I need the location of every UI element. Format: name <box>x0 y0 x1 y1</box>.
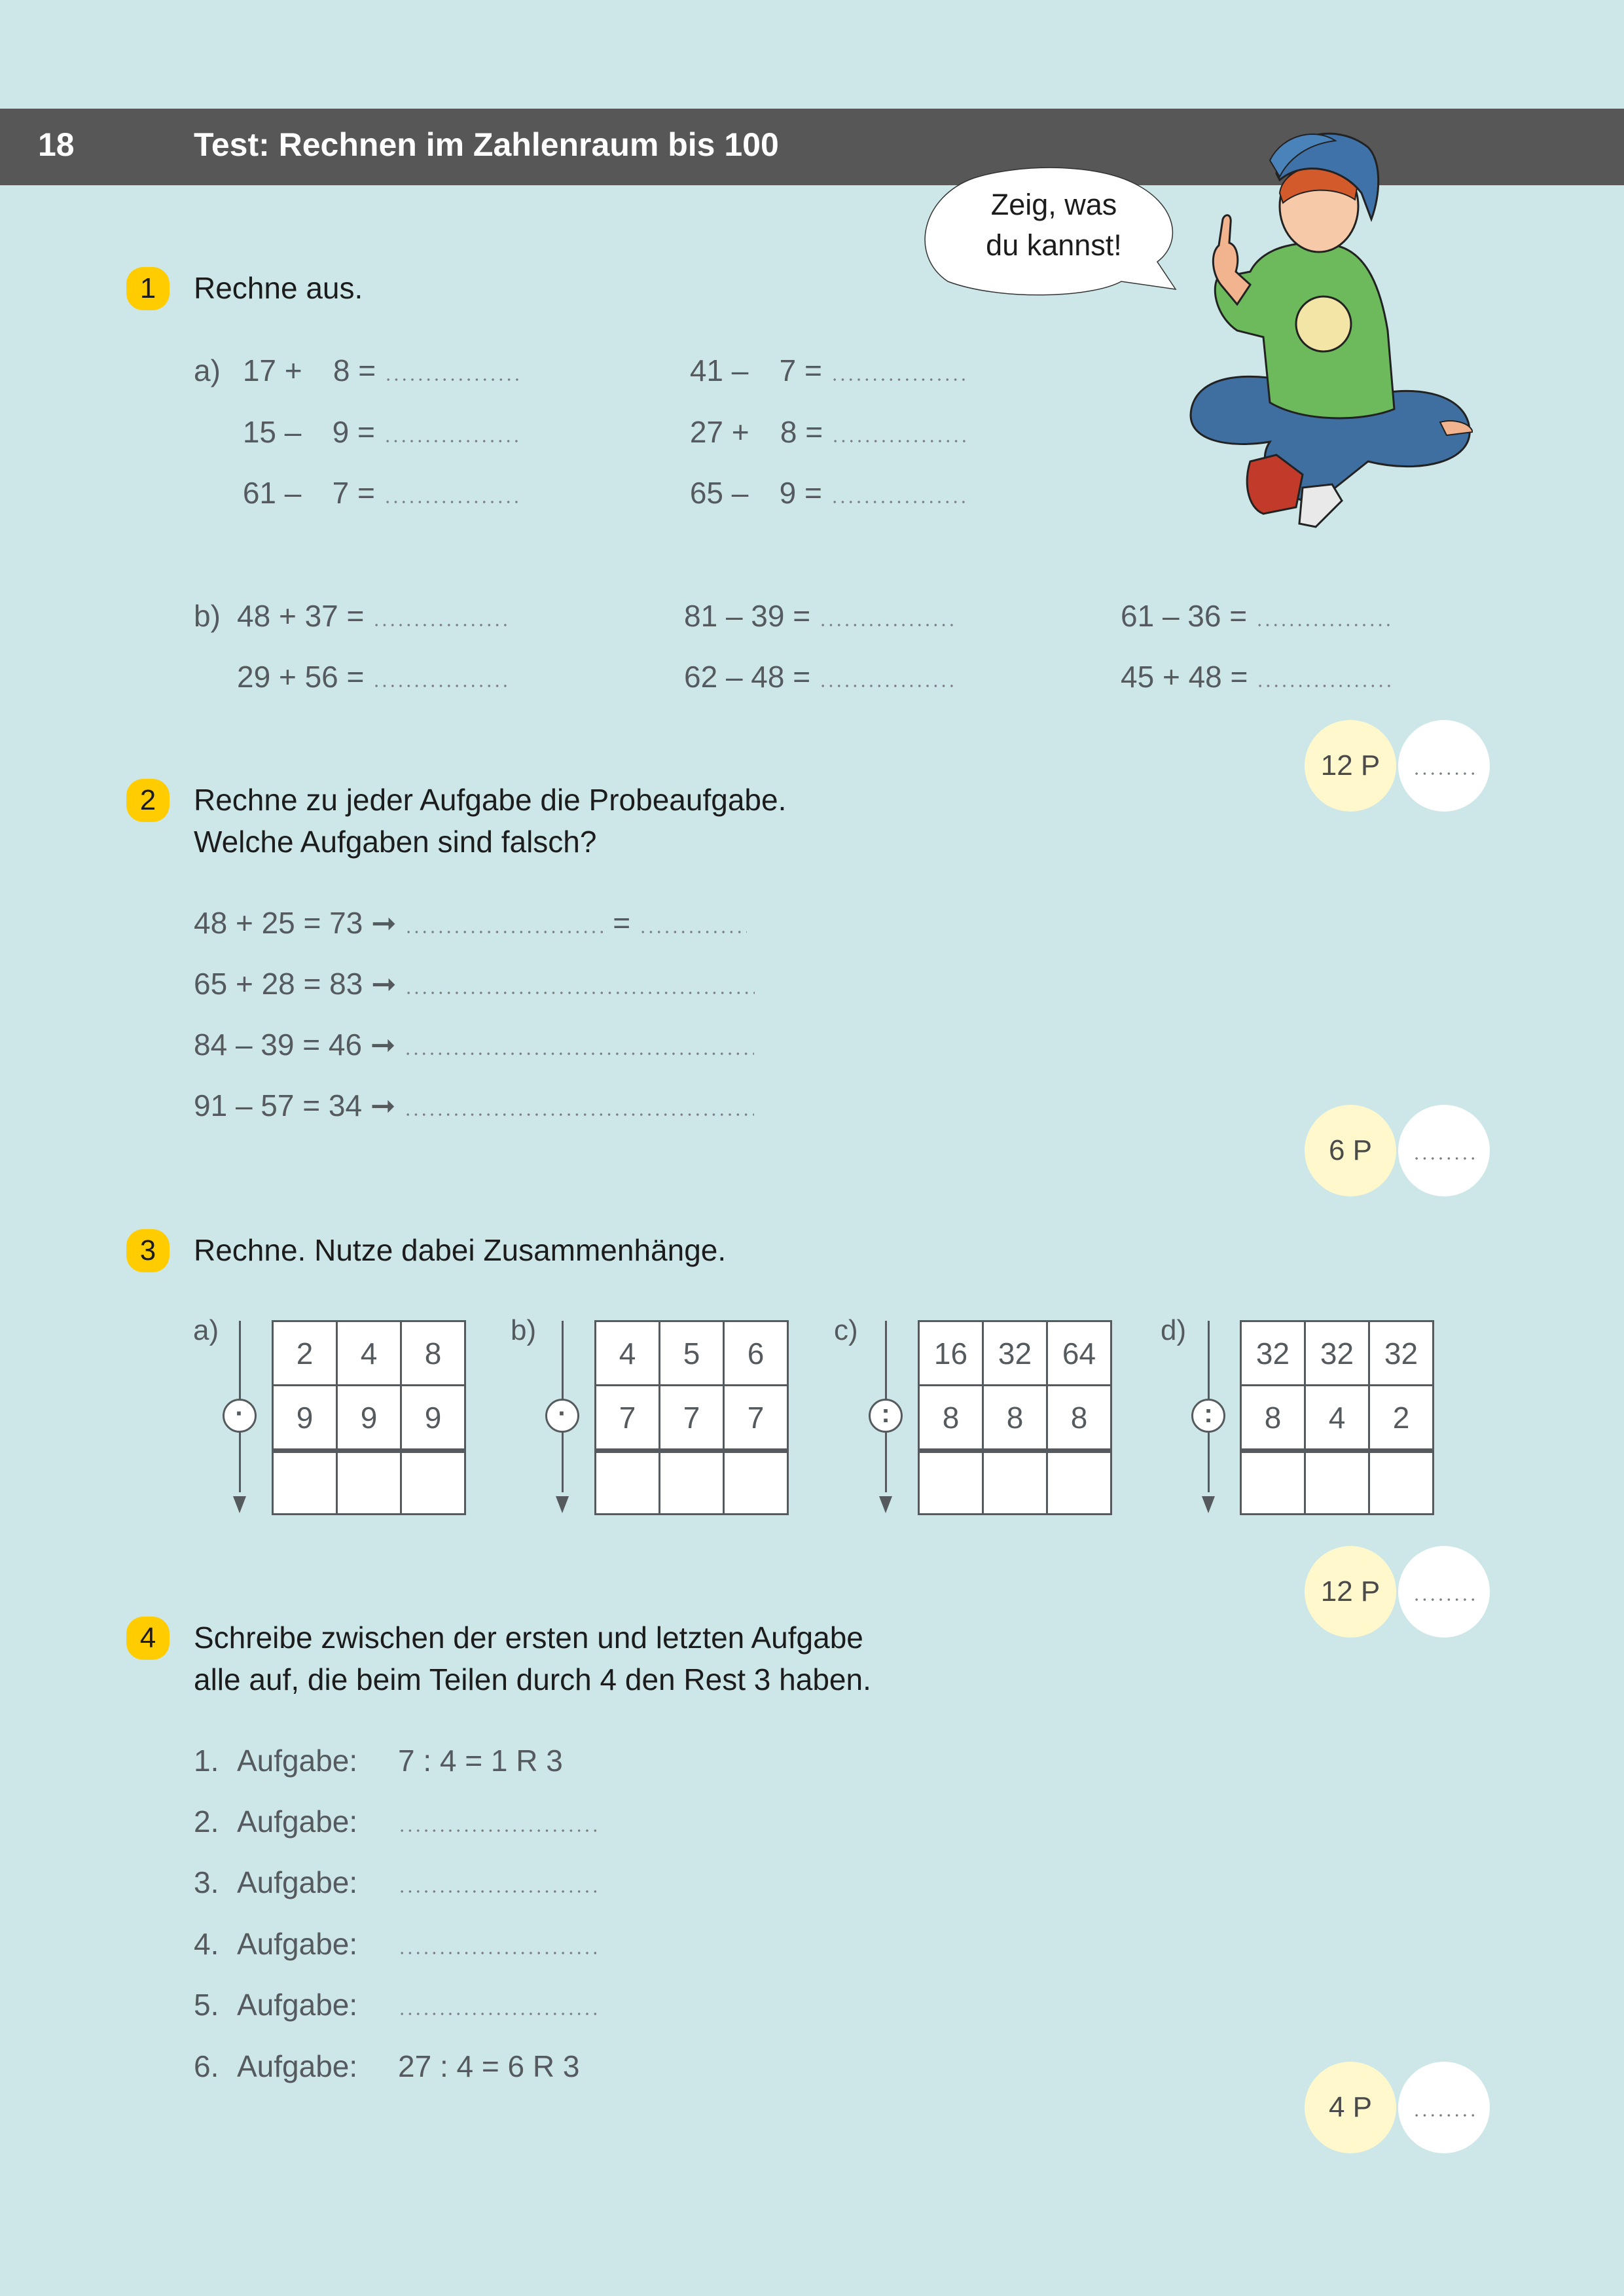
operand-b: 8 <box>333 353 350 387</box>
arrow-down-icon <box>879 1496 892 1513</box>
task-3-points: 12 P <box>1305 1546 1396 1638</box>
divide-operator-icon: : <box>869 1399 903 1433</box>
task-2-row-3 <box>194 1025 754 1064</box>
task-4-row-4 <box>194 1924 598 1964</box>
row-number: 5. <box>194 1988 219 2022</box>
grid-answer-cell[interactable] <box>660 1451 724 1515</box>
task-4-row-5 <box>194 1985 598 2024</box>
task-2-row-1 <box>194 903 747 942</box>
grid-answer-cell[interactable] <box>983 1451 1047 1515</box>
row-label: Aufgabe: <box>237 1988 358 2022</box>
row-label: Aufgabe: <box>237 2049 358 2083</box>
arrow-down-icon <box>1202 1496 1215 1513</box>
grid-cell: 8 <box>919 1386 983 1451</box>
operator: + <box>284 353 302 387</box>
expression: 81 – 39 = <box>684 599 811 633</box>
row-number: 1. <box>194 1744 219 1778</box>
speech-line-2: du kannst! <box>986 228 1122 262</box>
task-1a-row-4 <box>684 351 967 390</box>
task-1-score-field[interactable] <box>1398 720 1490 812</box>
operator: + <box>731 415 749 449</box>
grid-cell: 5 <box>660 1321 724 1386</box>
grid-cell: 8 <box>1241 1386 1305 1451</box>
task-1a-row-2 <box>194 412 520 452</box>
arrow-right-icon: ➞ <box>370 1028 396 1062</box>
task-1a-row-1 <box>194 351 520 390</box>
grid-answer-cell[interactable] <box>1369 1451 1434 1515</box>
answer-line[interactable] <box>398 2013 598 2015</box>
grid-cell: 7 <box>724 1386 788 1451</box>
grid-b-label: b) <box>511 1314 537 1346</box>
score-line <box>1413 772 1478 775</box>
task-2-line-1: Rechne zu jeder Aufgabe die Probeaufgabe. <box>194 783 787 817</box>
grid-answer-cell[interactable] <box>596 1451 660 1515</box>
score-line <box>1413 2114 1478 2117</box>
grid-cell: 16 <box>919 1321 983 1386</box>
task-4-line-2: alle auf, die beim Teilen durch 4 den Rest 3 haben. <box>194 1662 871 1696</box>
grid-cell: 7 <box>596 1386 660 1451</box>
operand-b: 9 <box>332 415 350 449</box>
row-label: Aufgabe: <box>237 1927 358 1961</box>
task-1b-row-1 <box>194 596 509 636</box>
task-1b-row-3 <box>684 596 955 636</box>
answer-line[interactable] <box>831 501 967 503</box>
grid-a <box>272 1320 466 1515</box>
task-1a-row-5 <box>684 412 967 452</box>
grid-cell: 32 <box>1241 1321 1305 1386</box>
task-2-badge: 2 <box>126 779 170 822</box>
operator: – <box>284 476 302 510</box>
grid-cell: 8 <box>983 1386 1047 1451</box>
task-1a-row-3 <box>194 473 520 512</box>
grid-cell: 7 <box>660 1386 724 1451</box>
answer-line[interactable] <box>398 1829 598 1832</box>
operand-b: 9 <box>779 476 797 510</box>
equals: = <box>804 353 822 387</box>
part-b-label: b) <box>194 599 221 633</box>
grid-cell: 4 <box>1305 1386 1369 1451</box>
equals: = <box>804 476 822 510</box>
answer-line[interactable] <box>819 624 955 626</box>
grid-cell: 9 <box>401 1386 465 1451</box>
row-number: 2. <box>194 1804 219 1839</box>
grid-cell: 64 <box>1047 1321 1111 1386</box>
operand-a: 61 <box>242 476 276 510</box>
arrow-right-icon: ➞ <box>371 967 397 1001</box>
task-1b-row-5 <box>1121 596 1392 636</box>
operator: – <box>731 353 749 387</box>
grid-b <box>594 1320 789 1515</box>
task-2-row-4 <box>194 1086 754 1125</box>
operator: – <box>284 415 302 449</box>
grid-cell: 32 <box>1305 1321 1369 1386</box>
task-4-row-1 <box>194 1741 563 1780</box>
part-a-label: a) <box>194 353 221 387</box>
answer-line[interactable] <box>831 440 967 442</box>
answer-line[interactable] <box>398 1890 598 1893</box>
answer-line[interactable] <box>405 931 604 933</box>
answer-line[interactable] <box>404 1113 754 1116</box>
task-2-row-2 <box>194 964 755 1003</box>
grid-cell: 9 <box>337 1386 401 1451</box>
operand-a: 17 <box>242 353 276 387</box>
expression: 29 + 56 = <box>237 660 365 694</box>
task-1-badge: 1 <box>126 267 170 310</box>
expression: 62 – 48 = <box>684 660 811 694</box>
grid-cell: 8 <box>401 1321 465 1386</box>
operand-b: 7 <box>779 353 797 387</box>
answer-line[interactable] <box>405 992 755 994</box>
equals: = <box>357 476 375 510</box>
equals: = <box>805 415 823 449</box>
answer-line[interactable] <box>398 1952 598 1954</box>
given-equation: 7 : 4 = 1 R 3 <box>398 1744 563 1778</box>
answer-line[interactable] <box>372 685 509 687</box>
task-2-score-field[interactable] <box>1398 1105 1490 1196</box>
row-number: 3. <box>194 1865 219 1899</box>
arrow-down-icon <box>233 1496 246 1513</box>
task-1a-row-6 <box>684 473 967 512</box>
grid-answer-cell[interactable] <box>919 1451 983 1515</box>
expression: 61 – 36 = <box>1121 599 1248 633</box>
task-2-points: 6 P <box>1305 1105 1396 1196</box>
grid-cell: 2 <box>1369 1386 1434 1451</box>
grid-answer-cell[interactable] <box>724 1451 788 1515</box>
speech-bubble-text <box>936 185 1172 266</box>
grid-answer-cell[interactable] <box>273 1451 337 1515</box>
row-number: 4. <box>194 1927 219 1961</box>
answer-line[interactable] <box>384 440 520 442</box>
grid-cell: 8 <box>1047 1386 1111 1451</box>
task-1-instruction: Rechne aus. <box>194 271 363 305</box>
answer-line[interactable] <box>1256 685 1392 687</box>
task-4-row-3 <box>194 1863 598 1902</box>
task-4-row-6 <box>194 2047 579 2086</box>
task-4-points: 4 P <box>1305 2062 1396 2153</box>
grid-cell: 9 <box>273 1386 337 1451</box>
operand-a: 27 <box>689 415 723 449</box>
operand-a: 15 <box>242 415 276 449</box>
equals: = <box>357 415 375 449</box>
task-4-line-1: Schreibe zwischen der ersten und letzten Aufgabe <box>194 1621 863 1655</box>
grid-answer-cell[interactable] <box>337 1451 401 1515</box>
arrow-right-icon: ➞ <box>371 906 397 940</box>
grid-d-label: d) <box>1161 1314 1187 1346</box>
divide-operator-icon: : <box>1191 1399 1225 1433</box>
grid-cell: 2 <box>273 1321 337 1386</box>
boy-thumbs-up-illustration-icon <box>1172 121 1473 566</box>
result-line[interactable] <box>639 931 747 933</box>
row-label: Aufgabe: <box>237 1744 358 1778</box>
grid-cell: 4 <box>596 1321 660 1386</box>
grid-answer-cell[interactable] <box>1305 1451 1369 1515</box>
operand-a: 41 <box>689 353 723 387</box>
task-2-instruction <box>194 779 786 863</box>
grid-c-label: c) <box>834 1314 858 1346</box>
task-4-row-2 <box>194 1802 598 1841</box>
answer-line[interactable] <box>384 501 520 503</box>
expression: 84 – 39 = 46 <box>194 1028 363 1062</box>
answer-line[interactable] <box>819 685 955 687</box>
grid-d <box>1240 1320 1434 1515</box>
expression: 48 + 37 = <box>237 599 365 633</box>
operand-b: 7 <box>332 476 350 510</box>
expression: 48 + 25 = 73 <box>194 906 363 940</box>
task-4-badge: 4 <box>126 1617 170 1660</box>
score-line <box>1413 1598 1478 1601</box>
task-3-score-field[interactable] <box>1398 1546 1490 1638</box>
page-title: Test: Rechnen im Zahlenraum bis 100 <box>194 126 779 163</box>
task-1b-row-2 <box>194 657 509 696</box>
arrow-down-icon <box>556 1496 569 1513</box>
expression: 91 – 57 = 34 <box>194 1088 363 1122</box>
speech-line-1: Zeig, was <box>990 188 1117 221</box>
answer-line[interactable] <box>831 378 967 381</box>
task-3-badge: 3 <box>126 1229 170 1272</box>
grid-answer-cell[interactable] <box>401 1451 465 1515</box>
answer-line[interactable] <box>384 378 520 381</box>
answer-line[interactable] <box>1255 624 1392 626</box>
given-equation: 27 : 4 = 6 R 3 <box>398 2049 580 2083</box>
grid-cell: 32 <box>983 1321 1047 1386</box>
operand-b: 8 <box>780 415 797 449</box>
answer-line[interactable] <box>404 1052 754 1055</box>
task-1b-row-6 <box>1121 657 1392 696</box>
operand-a: 65 <box>689 476 723 510</box>
equals: = <box>358 353 376 387</box>
grid-answer-cell[interactable] <box>1241 1451 1305 1515</box>
page-number: 18 <box>38 126 75 163</box>
operator: – <box>731 476 749 510</box>
task-3-instruction: Rechne. Nutze dabei Zusammenhänge. <box>194 1233 727 1267</box>
expression: 45 + 48 = <box>1121 660 1248 694</box>
row-number: 6. <box>194 2049 219 2083</box>
task-1b-row-4 <box>684 657 955 696</box>
grid-c <box>918 1320 1112 1515</box>
row-label: Aufgabe: <box>237 1804 358 1839</box>
grid-cell: 4 <box>337 1321 401 1386</box>
row-label: Aufgabe: <box>237 1865 358 1899</box>
task-4-instruction <box>194 1617 871 1700</box>
grid-answer-cell[interactable] <box>1047 1451 1111 1515</box>
task-4-score-field[interactable] <box>1398 2062 1490 2153</box>
arrow-right-icon: ➞ <box>370 1088 396 1122</box>
grid-cell: 6 <box>724 1321 788 1386</box>
task-2-line-2: Welche Aufgaben sind falsch? <box>194 825 597 859</box>
task-1-points: 12 P <box>1305 720 1396 812</box>
equals: = <box>613 906 631 940</box>
multiply-operator-icon: · <box>223 1399 257 1433</box>
grid-a-label: a) <box>193 1314 219 1346</box>
answer-line[interactable] <box>372 624 509 626</box>
expression: 65 + 28 = 83 <box>194 967 363 1001</box>
score-line <box>1413 1157 1478 1160</box>
multiply-operator-icon: · <box>545 1399 579 1433</box>
grid-cell: 32 <box>1369 1321 1434 1386</box>
